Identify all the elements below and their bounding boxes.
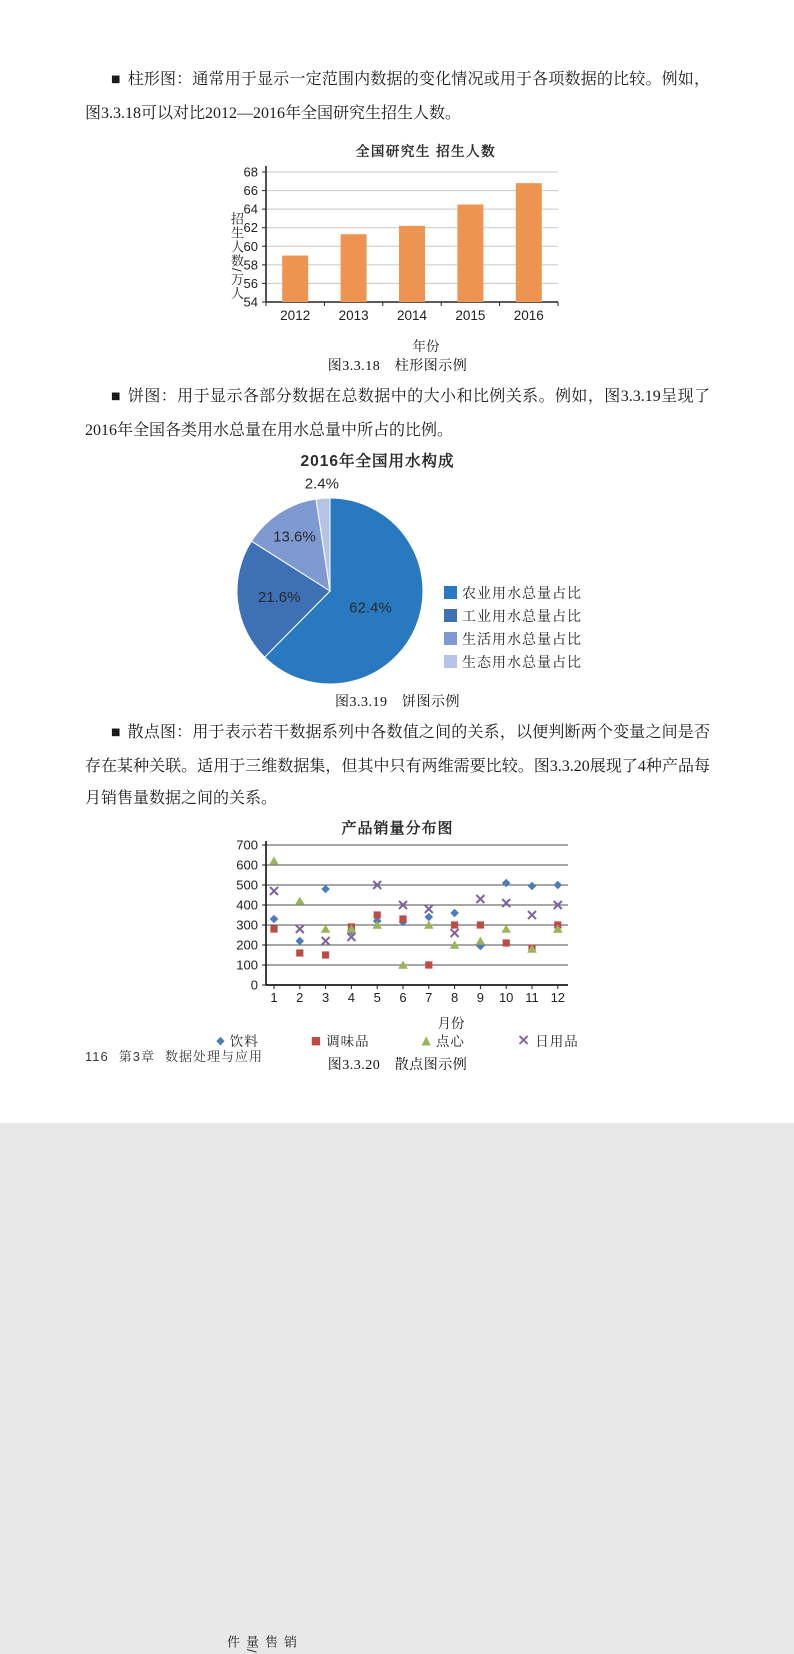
legend-label: 工业用水总量占比	[462, 607, 582, 624]
svg-text:500: 500	[236, 877, 258, 893]
svg-text:21.6%: 21.6%	[257, 588, 301, 606]
scatter-series-points	[269, 857, 562, 969]
chapter-number: 第3章	[118, 1049, 155, 1064]
svg-text:200: 200	[236, 937, 258, 953]
legend-label: 日用品	[535, 1034, 579, 1049]
svg-text:3: 3	[321, 990, 330, 1005]
legend-swatch-icon	[444, 632, 457, 645]
pie-legend-item	[444, 581, 582, 604]
svg-text:100: 100	[236, 957, 258, 973]
paragraph-pie-chart-text: 饼图：用于显示各部分数据在总数据中的大小和比例关系。例如，图3.3.19呈现了2016年全国各类用水总量在用水总量中所占的比例。	[85, 388, 710, 439]
svg-text:6: 6	[399, 990, 407, 1005]
legend-label: 点心	[435, 1034, 465, 1049]
bar-2015	[457, 205, 483, 303]
pie-chart-legend	[444, 581, 582, 673]
scatter-legend-item	[422, 1030, 465, 1050]
figure-bar-chart	[85, 140, 710, 377]
legend-label: 调味品	[326, 1034, 370, 1049]
pie-chart-caption: 图3.3.19 饼图示例	[335, 695, 460, 710]
bar-chart-plot-area	[218, 162, 578, 335]
scatter-series-points	[270, 881, 562, 945]
svg-text:2014: 2014	[396, 308, 428, 323]
scatter-legend-item	[517, 1030, 579, 1050]
bullet-square-icon: ■	[111, 74, 121, 85]
bar-2013	[341, 234, 367, 302]
svg-text:2016: 2016	[513, 308, 544, 323]
svg-text:1: 1	[270, 990, 278, 1005]
legend-swatch-icon	[444, 586, 457, 599]
bar-chart-caption: 图3.3.18 柱形图示例	[327, 359, 468, 374]
svg-text:12: 12	[550, 990, 566, 1005]
pie-legend-item	[444, 650, 582, 673]
paragraph-bar-chart	[85, 64, 710, 130]
pie-legend-item	[444, 627, 582, 650]
svg-text:62: 62	[243, 220, 258, 236]
legend-label: 饮料	[229, 1034, 259, 1049]
svg-text:56: 56	[243, 275, 258, 291]
svg-text:8: 8	[450, 990, 459, 1005]
bar-2016	[516, 183, 542, 302]
scatter-chart-svg	[216, 837, 606, 1007]
svg-text:2013: 2013	[338, 308, 369, 323]
scatter-series-points	[270, 879, 562, 951]
legend-swatch-icon	[444, 609, 457, 622]
svg-text:2.4%: 2.4%	[304, 475, 339, 493]
svg-text:4: 4	[347, 990, 356, 1005]
svg-text:68: 68	[243, 164, 258, 180]
svg-text:66: 66	[243, 183, 258, 199]
svg-text:300: 300	[236, 917, 258, 933]
pie-legend-item	[444, 604, 582, 627]
diamond-marker-icon: ◆	[216, 1033, 225, 1047]
bar-series	[282, 183, 542, 302]
figure-pie-chart	[85, 449, 710, 713]
scatter-legend-item	[311, 1030, 370, 1050]
figure-scatter-chart	[85, 817, 710, 1654]
pie-chart-body	[85, 473, 710, 687]
bar-2012	[282, 256, 308, 302]
scatter-chart-y-axis-label: 销售量/件	[225, 1635, 297, 1654]
paragraph-scatter-chart	[85, 717, 710, 815]
scatter-chart-caption: 图3.3.20 散点图示例	[327, 1058, 468, 1073]
svg-text:58: 58	[243, 257, 258, 273]
paragraph-scatter-chart-text: 散点图：用于表示若干数据系列中各数值之间的关系，以便判断两个变量之间是否存在某种关联。适用于三维数据集，但其中只有两维需要比较。图3.3.20展现了4种产品每月销售量数据之间的关系。	[85, 724, 710, 807]
triangle-marker-icon: ▲	[421, 1033, 431, 1047]
bar-chart-y-axis-label: 招生人数/万人	[229, 212, 244, 301]
bar-2014	[399, 226, 425, 302]
paragraph-bar-chart-text: 柱形图：通常用于显示一定范围内数据的变化情况或用于各项数据的比较。例如，图3.3.18可以对比2012—2016年全国研究生招生人数。	[85, 71, 710, 122]
svg-text:2015: 2015	[455, 308, 486, 323]
scatter-chart-x-axis-label: 月份	[437, 1016, 465, 1031]
svg-text:400: 400	[236, 897, 258, 913]
paragraph-pie-chart	[85, 381, 710, 447]
bar-chart-svg	[218, 162, 578, 330]
page-footer	[85, 1046, 273, 1065]
bar-chart-x-axis-label: 年份	[412, 339, 440, 354]
svg-text:700: 700	[236, 837, 258, 853]
square-marker-icon: ■	[310, 1033, 322, 1047]
bullet-square-icon: ■	[111, 727, 121, 738]
legend-swatch-icon	[444, 655, 457, 668]
legend-label: 生活用水总量占比	[462, 630, 582, 647]
svg-text:13.6%: 13.6%	[273, 528, 316, 546]
pie-chart-title: 2016年全国用水构成	[300, 453, 455, 470]
svg-text:600: 600	[236, 857, 258, 873]
legend-label: 生态用水总量占比	[462, 653, 582, 670]
svg-text:60: 60	[243, 238, 258, 254]
svg-text:7: 7	[425, 990, 433, 1005]
svg-text:9: 9	[476, 990, 485, 1005]
svg-text:64: 64	[243, 201, 258, 217]
page-number: 116	[85, 1049, 109, 1064]
chapter-title: 数据处理与应用	[164, 1049, 263, 1064]
scatter-chart-plot-area	[216, 837, 606, 1012]
svg-text:2012: 2012	[280, 308, 311, 323]
svg-text:11: 11	[525, 990, 539, 1005]
svg-text:62.4%: 62.4%	[349, 599, 392, 617]
x-marker-icon: ×	[516, 1030, 531, 1049]
svg-text:2: 2	[296, 990, 304, 1005]
svg-text:10: 10	[498, 990, 514, 1005]
scatter-series-points	[270, 911, 561, 968]
bar-chart-title: 全国研究生 招生人数	[355, 144, 497, 159]
svg-text:0: 0	[250, 977, 258, 993]
svg-text:54: 54	[243, 294, 258, 310]
scatter-chart-title: 产品销量分布图	[341, 820, 454, 837]
pie-chart-svg	[215, 473, 430, 687]
svg-text:5: 5	[373, 990, 381, 1005]
legend-label: 农业用水总量占比	[462, 584, 582, 601]
bullet-square-icon: ■	[111, 391, 121, 402]
